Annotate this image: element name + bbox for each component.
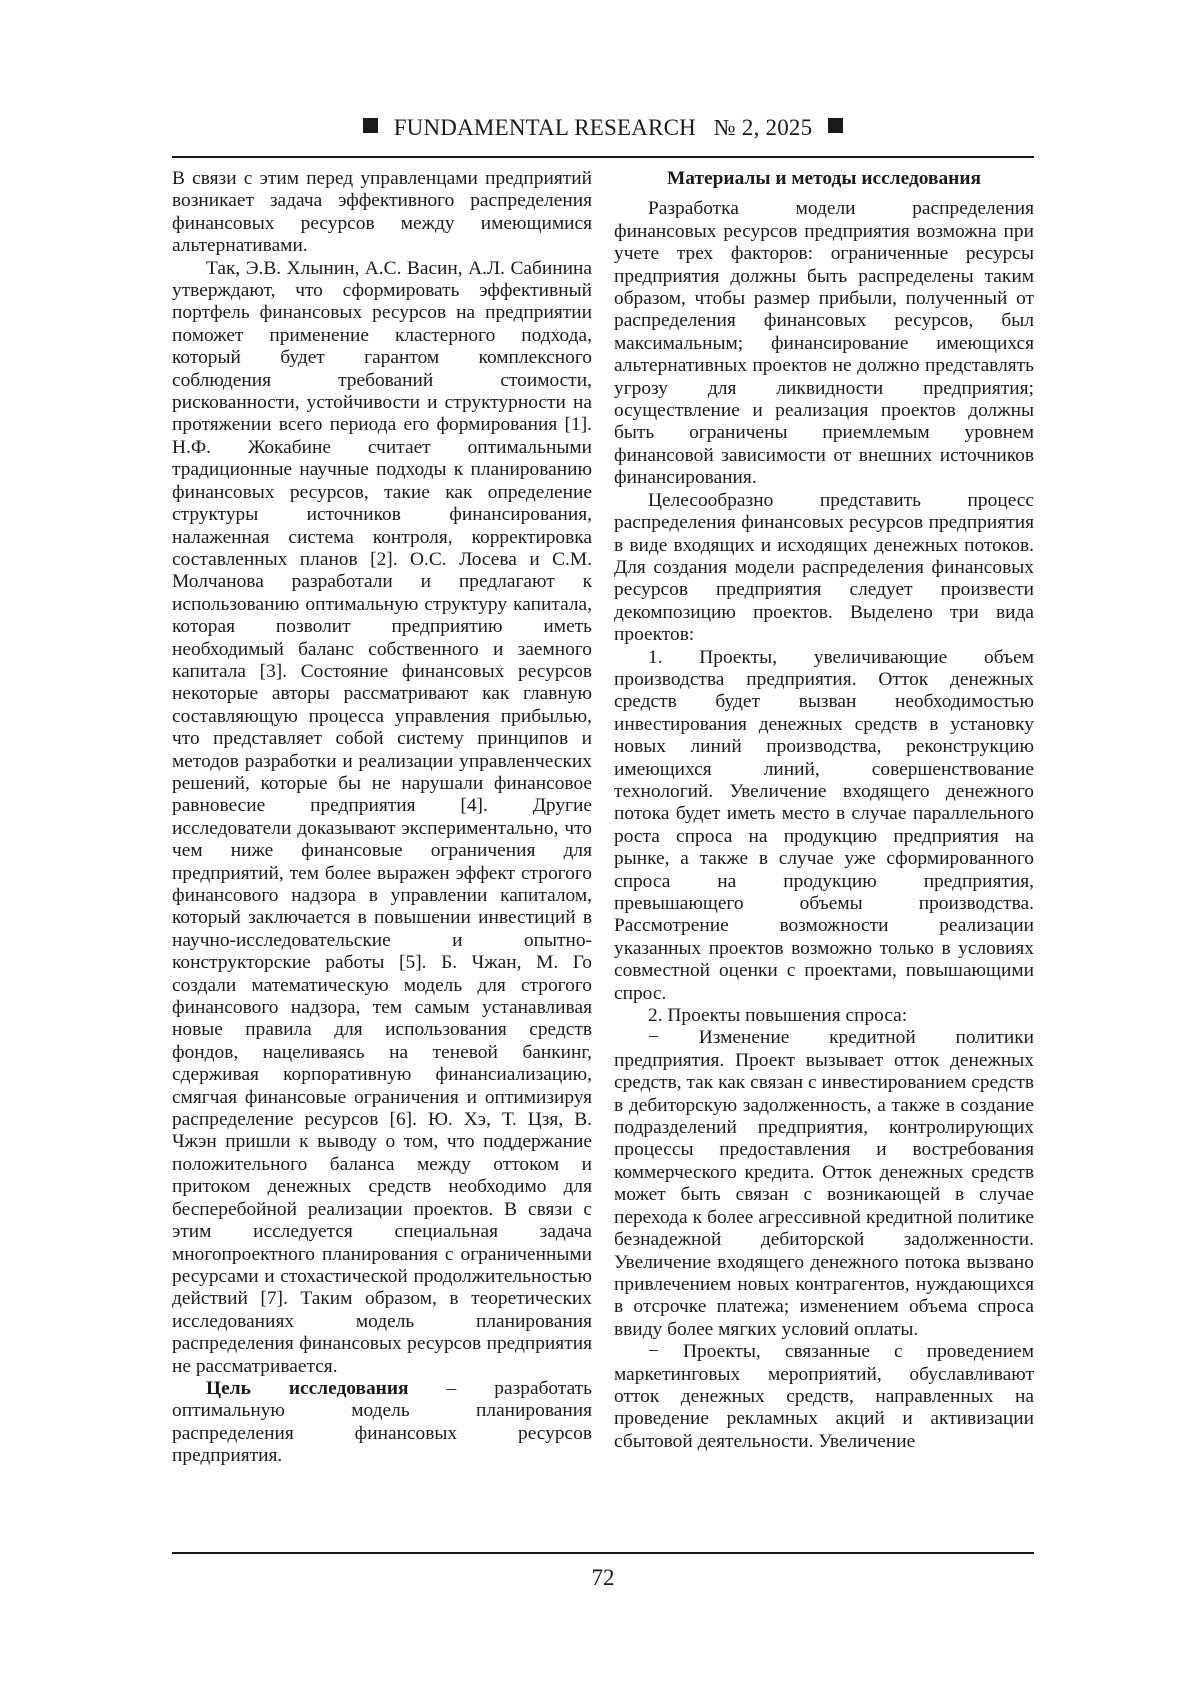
footer-rule xyxy=(172,1552,1034,1554)
issue-number: № 2, 2025 xyxy=(713,115,813,140)
right-column xyxy=(614,168,1034,1453)
paragraph: В связи с этим перед управленцами предприятий возникает задача эффективного распределения финансовых ресурсов между имеющимися альтернативами. xyxy=(172,168,592,257)
section-heading: Материалы и методы исследования xyxy=(667,168,981,189)
aim-text: – разработать оптимальную модель планирования распределения финансовых ресурсов предприятия. xyxy=(172,1377,593,1467)
page-number: 72 xyxy=(591,1565,615,1590)
header-rule xyxy=(172,156,1034,158)
sub-list-item: − Проекты, связанные с проведением маркетинговых мероприятий, обуславливают отток денежных средств, направленных на проведение рекламных акций и активизации сбытовой деятельности. Увеличение xyxy=(614,1341,1034,1452)
sub-list-item: − Изменение кредитной политики предприятия. Проект вызывает отток денежных средств, так как связан с инвестированием средств в дебиторскую задолженность, а также в создание подразделений предприятия, контролирующих процессы предоставления и востребования коммерческого кредита. Отток денежных средств может быть связан с возникающей в случае перехода к более агрессивной кредитной политике безнадежной дебиторской задолженности. Увеличение входящего денежного потока вызвано привлечением новых контрагентов, нуждающихся в отсрочке платежа; изменением объема спроса ввиду более мягких условий оплаты. xyxy=(614,1027,1034,1340)
journal-title: FUNDAMENTAL RESEARCH xyxy=(393,115,696,140)
square-bullet-icon xyxy=(363,118,378,133)
paragraph-literature-review: Так, Э.В. Хлынин, А.С. Васин, А.Л. Сабинина утверждают, что сформировать эффективный портфель финансовых ресурсов на предприятии поможет применение кластерного подхода, который будет гарантом комплексного соблюдения требований стоимости, рискованности, устойчивости и структурности на протяжении всего периода его формирования [1]. Н.Ф. Жокабине считает оптимальными традиционные научные подходы к планированию финансовых ресурсов, такие как определение структуры источников финансирования, налаженная система контроля, корректировка составленных планов [2]. О.С. Лосева и С.М. Молчанова разработали и предлагают к использованию оптимальную структуру капитала, которая позволит предприятию иметь необходимый баланс собственного и заемного капитала [3]. Состояние финансовых ресурсов некоторые авторы рассматривают как главную составляющую процесса управления прибылью, что представляет собой систему принципов и методов разработки и реализации управленческих решений, которые бы не нарушали финансовое равновесие предприятия [4]. Другие исследователи доказывают экспериментально, что чем ниже финансовые ограничения для предприятий, тем более выражен эффект строгого финансового надзора в управлении капиталом, который заключается в повышении инвестиций в научно-исследовательские и опытно-конструкторские работы [5]. Б. Чжан, М. Го создали математическую модель для строгого финансового надзора, тем самым устанавливая новые правила для использования средств фондов, нацеливаясь на теневой банкинг, сдерживая корпоративную финансиализацию, смягчая финансовые ограничения и оптимизируя распределение ресурсов [6]. Ю. Хэ, Т. Цзя, В. Чжэн пришли к выводу о том, что поддержание положительного баланса между оттоком и притоком денежных средств необходимо для бесперебойной реализации проектов. В связи с этим исследуется специальная задача многопроектного планирования с ограниченными ресурсами и стохастической продолжительностью действий [7]. Таким образом, в теоретических исследованиях модель планирования распределения финансовых ресурсов предприятия не рассматривается. xyxy=(172,257,592,1377)
list-item: 2. Проекты повышения спроса: xyxy=(648,1005,908,1027)
running-header xyxy=(172,110,1034,146)
list-item: 1. Проекты, увеличивающие объем производства предприятия. Отток денежных средств будет вызван необходимостью инвестирования денежных средств в установку новых линий производства, реконструкцию имеющихся линий, совершенствование технологий. Увеличение входящего денежного потока будет иметь место в случае параллельного роста спроса на продукцию предприятия на рынке, а также в случае уже сформированного спроса на продукцию предприятия, превышающего объемы производства. Рассмотрение возможности реализации указанных проектов возможно только в условиях совместной оценки с проектами, повышающими спрос. xyxy=(614,646,1034,1004)
square-bullet-icon xyxy=(828,118,843,133)
paragraph: Разработка модели распределения финансовых ресурсов предприятия возможна при учете трех факторов: ограниченные ресурсы предприятия должны быть распределены таким образом, чтобы размер прибыли, полученный от распределения финансовых ресурсов, был максимальным; финансирование имеющихся альтернативных проектов не должно представлять угрозу для ликвидности предприятия; осуществление и реализация проектов должны быть ограничены приемлемым уровнем финансовой зависимости от внешних источников финансирования. xyxy=(614,198,1034,489)
left-column xyxy=(172,168,592,1468)
aim-label: Цель исследования xyxy=(206,1377,409,1399)
paragraph: Целесообразно представить процесс распределения финансовых ресурсов предприятия в виде входящих и исходящих денежных потоков. Для создания модели распределения финансовых ресурсов предприятия следует произвести декомпозицию проектов. Выделено три вида проектов: xyxy=(614,489,1034,646)
paragraph-aim xyxy=(172,1378,592,1468)
